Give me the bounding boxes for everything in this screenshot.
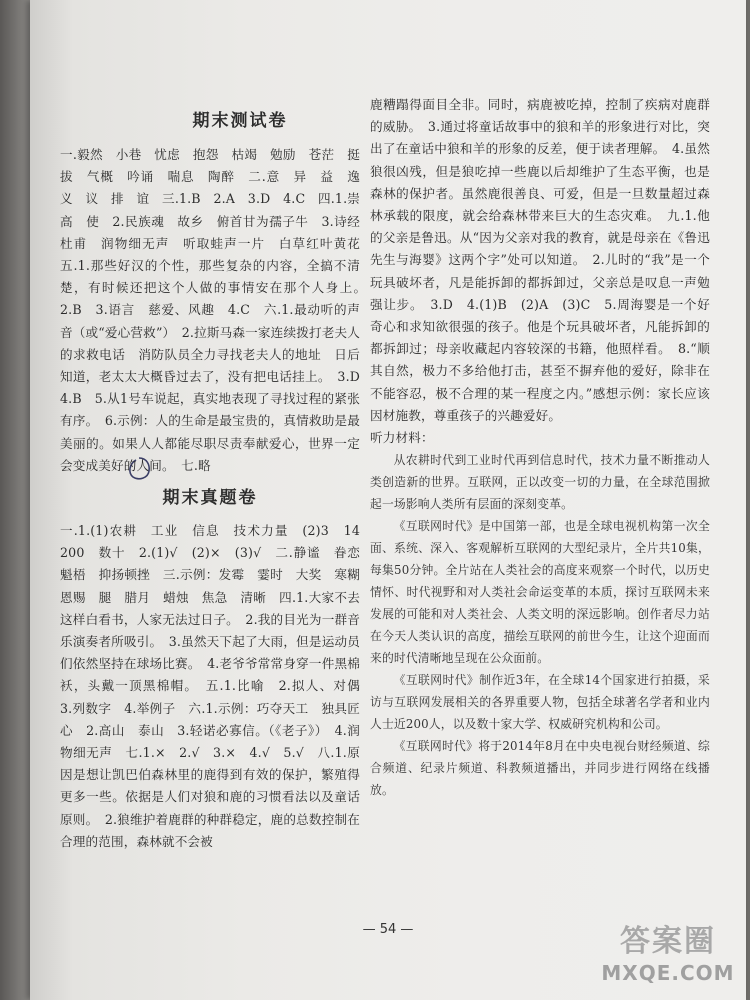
listening-paragraph: 从农耕时代到工业时代再到信息时代，技术力量不断推动人类创造新的世界。互联网，正以改变一切的力量，在全球范围掀起一场影响人类所有层面的深刻变革。 — [370, 453, 710, 512]
final-real-answers — [60, 520, 373, 853]
listening-paragraph: 《互联网时代》制作近3年，在全球14个国家进行拍摄，采访与互联网发展相关的各界重要人物，包括全球著名学者和业内人士近200人，以及数十家大学、权威研究机构和公司。 — [370, 673, 710, 732]
page-number: — 54 — — [362, 922, 414, 937]
answer-paragraph: 一.1.(1)农耕 工业 信息 技术力量 (2)3 14 200 数十 2.(1)√ (2)× (3)√ 二.静谧 眷恋 魁梧 抑扬顿挫 三.示例：发霉 霎时 大奖 寒糊 恩赐 腿 腊月 蜡烛 焦急 清晰 四.1.大家不去这样白看书，人家无法过日子。 2.我的目光为一群音乐演奏者所吸引。 3.虽然天下起了大雨，但是运动员们依然坚持在球场比赛。 4.老爷爷常常身穿一件黑棉袄，头戴一顶黑棉帽。 五.1.比喻 2.拟人、对偶 3.列数字 4.举例子 六.1.示例：巧夺天工 独具匠心 2.高山 泰山 3.轻诺必寡信。（《老子》） 4.润物细无声 七.1.× 2.√ 3.× 4.√ 5.√ 八.1.原因是想让凯巴伯森林里的鹿得到有效的保护，繁殖得更多一些。依据是人们对狼和鹿的习惯看法以及童话原则。 2.狼维护着鹿群的种群稳定，鹿的总数控制在合理的范围，森林就不会被 — [60, 523, 373, 849]
final-test-title: 期末测试卷 — [192, 111, 288, 131]
answer-paragraph: 鹿糟蹋得面目全非。同时，病鹿被吃掉，控制了疾病对鹿群的威胁。 3.通过将童话故事中的狼和羊的形象进行对比，突出了在童话中狼和羊的形象的反差，便于读者理解。 4.虽然狼很凶残，但是狼吃掉一些鹿以后却维护了生态平衡，也是森林的保护者。虽然鹿很善良、可爱，但是一旦数量超过森林承载的限度，就会给森林带来巨大的生态灾难。 九.1.他的父亲是鲁迅。从“因为父亲对我的教育，就是母亲在《鲁迅先生与海婴》这两个字”处可以知道。 2.儿时的“我”是一个玩具破坏者，凡是能拆卸的都拆卸过，父亲总是叹息一声勉强让步。 3.D 4.(1)B (2)A (3)C 5.周海婴是一个好奇心和求知欲很强的孩子。他是个玩具破坏者，凡能拆卸的都拆卸过；母亲收藏起内容较深的书籍，他照样看。 8.“顺其自然，极力不多给他打击，甚至不摒弃他的爱好，除非在不能容忍，极不合理的某一程度之内。”感想示例：家长应该因材施教，尊重孩子的兴趣爱好。 — [370, 97, 710, 423]
listening-paragraph: 《互联网时代》是中国第一部，也是全球电视机构第一次全面、系统、深入、客观解析互联网的大型纪录片，全片共10集，每集50分钟。全片站在人类社会的高度来观察一个时代，以历史情怀、时代视野和对人类社会命运变革的本质，探讨互联网未来发展的可能和对人类社会、人类文明的深远影响。创作者尽力站在今天人类认识的高度，描绘互联网的前世今生，让这个迎面而来的时代清晰地呈现在公众面前。 — [370, 519, 710, 666]
final-real-title: 期末真题卷 — [162, 488, 258, 508]
answer-paragraph: 一.毅然 小巷 忧虑 抱怨 枯竭 勉励 苍茫 挺拔 气概 吟诵 喘息 陶醉 二.意 异 益 逸 义 议 排 谊 三.1.B 2.A 3.D 4.C 四.1.崇高 使 2.民族魂 故乡 俯首甘为孺子牛 3.诗经 杜甫 润物细无声 听取蛙声一片 白草红叶黄花 五.1.那些好汉的个性，那些复杂的内容，全搞不清楚，有时候还把这个人做的事情安在那个人身上。 2.B 3.语言 慈爱、风趣 4.C 六.1.最动听的声音（或“爱心营救”） 2.拉斯马森一家连续拨打老夫人的求救电话 消防队员全力寻找老夫人的地址 日后知道，老太太大概昏过去了，没有把电话挂上。 3.D 4.B 5.从1号车说起，真实地表现了寻找过程的紧张有序。 6.示例：人的生命是最宝贵的，真情救助是最美丽的。如果人人都能尽职尽责奉献爱心，世界一定会变成美好的人间。 七.略 — [60, 147, 373, 473]
page-binding-shadow — [0, 0, 30, 1000]
listening-title: 听力材料： — [370, 430, 434, 446]
right-column — [370, 94, 710, 801]
watermark-cn: 答案圈 — [620, 924, 716, 959]
listening-material — [370, 449, 710, 801]
watermark-en: MXQE.COM — [601, 961, 735, 985]
site-watermark-logo — [598, 924, 738, 994]
document-page — [30, 0, 746, 1000]
final-test-answers — [60, 144, 373, 477]
listening-paragraph: 《互联网时代》将于2014年8月在中央电视台财经频道、综合频道、纪录片频道、科教频道播出，并同步进行网络在线播放。 — [370, 739, 710, 798]
